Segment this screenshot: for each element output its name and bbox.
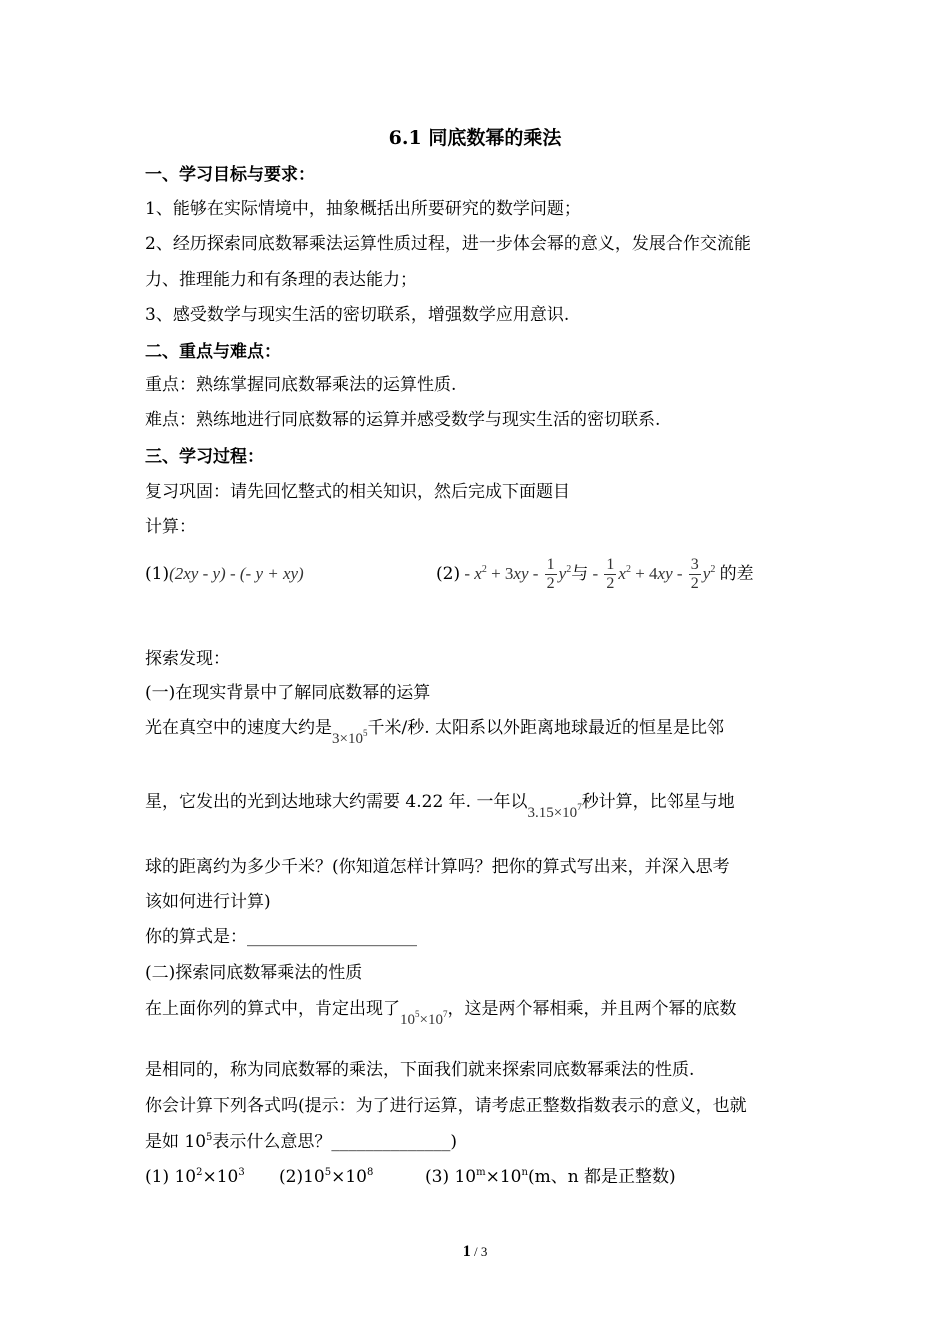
light-speed-line3: 球的距离约为多少千米？(你知道怎样计算吗？把你的算式写出来，并深入思考: [145, 857, 730, 877]
section1-heading: 一、学习目标与要求：: [145, 165, 315, 185]
review-prompt: 复习巩固：请先回忆整式的相关知识，然后完成下面题目: [145, 482, 570, 502]
problem-1-expression: (2xy - y) - (- y + xy): [169, 564, 304, 583]
light-speed-line1: 光在真空中的速度大约是$3\times 10^5$千米/秒. 太阳系以外距离地球最近的恒星是比邻: [145, 718, 725, 747]
fraction-one-half-a: $\frac{1}{2}$: [546, 556, 555, 592]
objective-1: 1、能够在实际情境中，抽象概括出所要研究的数学问题；: [145, 199, 581, 219]
page-number: 1 / 3: [462, 1243, 488, 1260]
hint-line2: 是如 $10^5$表示什么意思？______________): [145, 1132, 458, 1152]
problem-2-label: (2): [436, 564, 461, 584]
problem-2-with: 与: [571, 564, 589, 584]
problem-2-end: 的差: [719, 564, 754, 584]
problem-2: $(2) - x^2 + 3xy$ - $\frac{1}{2}$ $y^2$与 - $\frac{1}{2}$ $x^2 + 4xy$ - $\frac{3}{2}$ $y^2$ 的差: [436, 556, 754, 592]
sci-3-15e7: $3.15\times 10^7$: [527, 802, 582, 821]
exercise-1: (1) $10^2\times 10^3$: [145, 1167, 245, 1187]
difficult-point: 难点：熟练地进行同底数幂的运算并感受数学与现实生活的密切联系.: [145, 410, 661, 430]
exercise-3: (3) $10^m\times 10^n(m$、n 都是正整数): [425, 1167, 676, 1187]
sci-1e5-times-1e7: $10^5\times 10^7$: [400, 1009, 448, 1028]
current-page: 1: [462, 1243, 471, 1260]
key-point: 重点：熟练掌握同底数幂乘法的运算性质.: [145, 375, 457, 395]
page-title: 6.1 同底数幂的乘法: [388, 127, 562, 149]
exercise-2: $(2)10^5\times 10^8$: [279, 1167, 374, 1187]
total-pages: 3: [480, 1244, 488, 1259]
light-speed-line4: 该如何进行计算): [145, 892, 271, 912]
section2-heading: 二、重点与难点：: [145, 342, 281, 362]
property-line1: 在上面你列的算式中，肯定出现了$10^5\times 10^7$，这是两个幂相乘，并且两个幂的底数: [145, 999, 737, 1028]
objective-2-line1: 2、经历探索同底数幂乘法运算性质过程，进一步体会幂的意义，发展合作交流能: [145, 234, 751, 254]
fraction-three-halves: $\frac{3}{2}$: [690, 556, 699, 592]
problem-1: [145, 562, 304, 586]
calc-label: 计算：: [145, 517, 196, 537]
problem-2-expr-b: -: [588, 564, 603, 583]
fraction-one-half-b: $\frac{1}{2}$: [606, 556, 615, 592]
problem-2-expr-a: - $x^2 + 3xy$ -: [460, 564, 543, 583]
explore-label: 探索发现：: [145, 649, 230, 669]
part1-heading: (一)在现实背景中了解同底数幂的运算: [145, 683, 431, 703]
your-formula-blank: 你的算式是：____________________: [145, 927, 417, 947]
objective-2-line2: 力、推理能力和有条理的表达能力；: [145, 270, 417, 290]
part2-heading: (二)探索同底数幂乘法的性质: [145, 963, 363, 983]
objective-3: 3、感受数学与现实生活的密切联系，增强数学应用意识.: [145, 305, 570, 325]
light-speed-line2: 星，它发出的光到达地球大约需要 4.22 年. 一年以$3.15\times 10^7$秒计算，比邻星与地: [145, 792, 735, 821]
sci-3e5: $3\times 10^5$: [332, 728, 368, 747]
hint-line1: 你会计算下列各式吗(提示：为了进行运算，请考虑正整数指数表示的意义，也就: [145, 1096, 747, 1116]
problem-1-label: (1): [145, 564, 170, 584]
section3-heading: 三、学习过程：: [145, 447, 264, 467]
property-line2: 是相同的，称为同底数幂的乘法，下面我们就来探索同底数幂乘法的性质.: [145, 1060, 695, 1080]
